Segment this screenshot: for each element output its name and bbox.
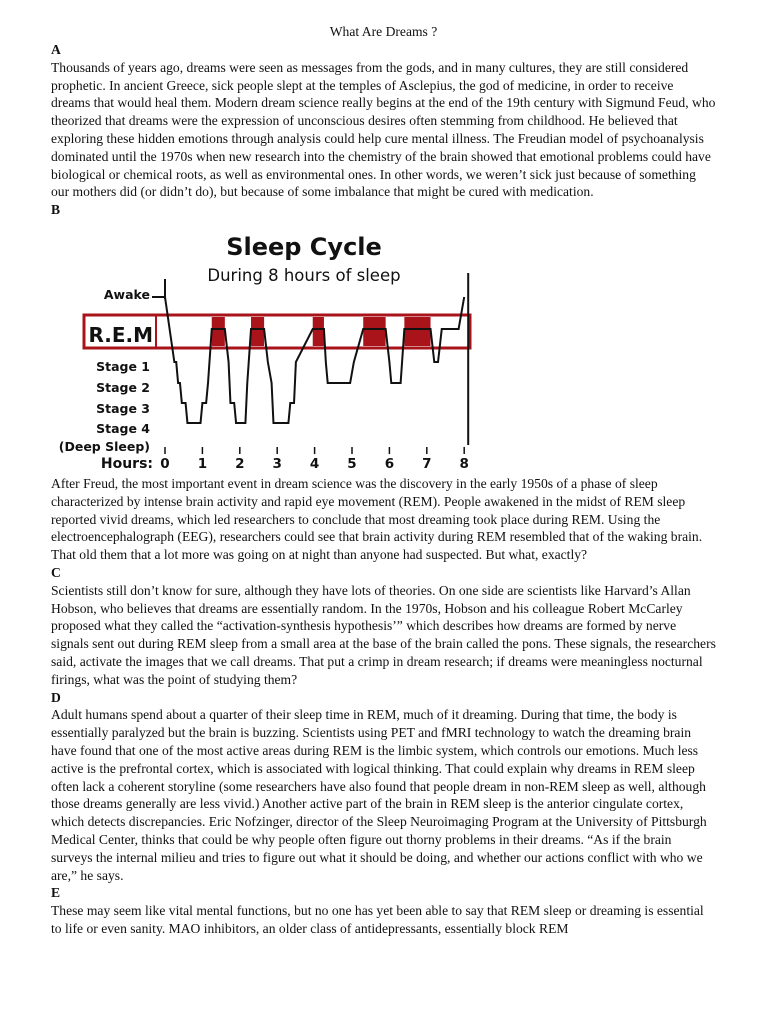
rem-period-3 [313, 317, 324, 346]
x-tick-label-5: 5 [347, 455, 357, 472]
sleep-cycle-chart [51, 221, 491, 473]
section-letter-d: D [51, 689, 61, 705]
x-tick-label-1: 1 [197, 455, 208, 472]
section-letter-c: C [51, 564, 61, 580]
rem-period-4 [363, 317, 385, 346]
y-level-label-2: R.E.M [88, 322, 153, 347]
chart-subtitle: During 8 hours of sleep [207, 265, 401, 285]
chart-title: Sleep Cycle [226, 232, 382, 261]
section-paragraph-c: Scientists still don’t know for sure, although they have lots of theories. On one side are scientists like Harvard’s Allan Hobson, who believes that dreams are essentially random. In the 1970s, Hobson and his colleague Robert McCarley proposed what they called the “activation-synthesis hypothesis’” which describes how dreams are formed by nerve signals sent out during REM sleep from a small area at the base of the brain called the pons. These signals, the researchers said, activate the images that we call dreams. That put a crimp in dream research; if dreams were meaningless nocturnal firings, what was the point of studying them? [51, 582, 716, 687]
section-paragraph-a: Thousands of years ago, dreams were seen as messages from the gods, and in many cultures, they are still considered prophetic. In ancient Greece, sick people slept at the temples of Asclepius, the god of medicine, in order to receive dreams that would heal them. Modern dream science really begins at the end of the 19th century with Sigmund Feud, who theorized that dreams were the expression of unconscious desires often stemming from childhood. He believed that exploring these hidden emotions through analysis could help cure mental illness. The Freudian model of psychoanalysis dominated until the 1970s when new research into the chemistry of the brain showed that emotional problems could have biological or chemical roots, as well as environmental ones. In other words, we weren’t sick just because of something our mothers did (or didn’t do), but because of some imbalance that might be cured with medication. [51, 59, 716, 200]
section-paragraph-b: After Freud, the most important event in dream science was the discovery in the early 1950s of a phase of sleep characterized by intense brain activity and rapid eye movement (REM). People awakened in the midst of REM sleep reported vivid dreams, which led researchers to conclude that most dreaming took place during REM. Using the electroencephalograph (EEG), researchers could see that brain activity during REM resembled that of the waking brain. That old them that a lot more was going on at night than anyone had suspected. But what, exactly? [51, 475, 703, 563]
y-level-label-7: (Deep Sleep) [58, 438, 150, 454]
rem-period-2 [251, 317, 264, 346]
x-tick-label-7: 7 [422, 455, 432, 472]
document-title: What Are Dreams ? [329, 24, 438, 39]
x-tick-label-4: 4 [309, 455, 320, 472]
section-paragraph-d: Adult humans spend about a quarter of their sleep time in REM, much of it dreaming. During that time, the body is essentially paralyzed but the brain is buzzing. Scientists using PET and fMRI technology to watch the dreaming brain have found that one of the most active areas during REM is the limbic system, which controls our emotions. Much less active is the prefrontal cortex, which is associated with logical thinking. That could explain why dreams in REM sleep often lack a coherent storyline (some researchers have also found that people dream in non-REM sleep as well, although those dreams generally are less vivid.) Another active part of the brain in REM sleep is the anterior cingulate cortex, which detects discrepancies. Eric Nofzinger, director of the Sleep Neuroimaging Program at the University of Pittsburgh Medical Center, thinks that could be why people often figure out thorny problems in their dreams. “As if the brain surveys the internal milieu and tries to figure out what it should be doing, and whether our actions conflict with who we are,” he says. [51, 707, 707, 883]
y-level-label-5: Stage 3 [96, 400, 150, 416]
x-tick-label-0: 0 [160, 455, 170, 472]
sleep-cycle-figure [51, 221, 491, 473]
chart-plot-area [59, 273, 470, 472]
y-level-label-1: Awake [103, 286, 150, 302]
rem-period-5 [404, 317, 430, 346]
y-level-label-6: Stage 4 [96, 420, 150, 436]
x-tick-label-8: 8 [459, 455, 469, 472]
section-letter-b: B [51, 202, 61, 218]
x-tick-label-3: 3 [272, 455, 282, 472]
section-letter-a: A [51, 42, 61, 57]
section-paragraph-e: These may seem like vital mental functions, but no one has yet been able to say that REM sleep or dreaming is essential to life or even sanity. MAO inhibitors, an older class of antidepressants, essentially block REM [51, 903, 704, 936]
y-level-label-3: Stage 1 [96, 358, 150, 374]
rem-period-1 [212, 317, 225, 346]
y-level-label-4: Stage 2 [96, 379, 150, 395]
x-tick-label-6: 6 [384, 455, 395, 472]
x-axis-label: Hours: [100, 455, 153, 472]
x-tick-label-2: 2 [235, 455, 245, 472]
section-letter-e: E [51, 885, 61, 901]
document-page [51, 22, 716, 938]
